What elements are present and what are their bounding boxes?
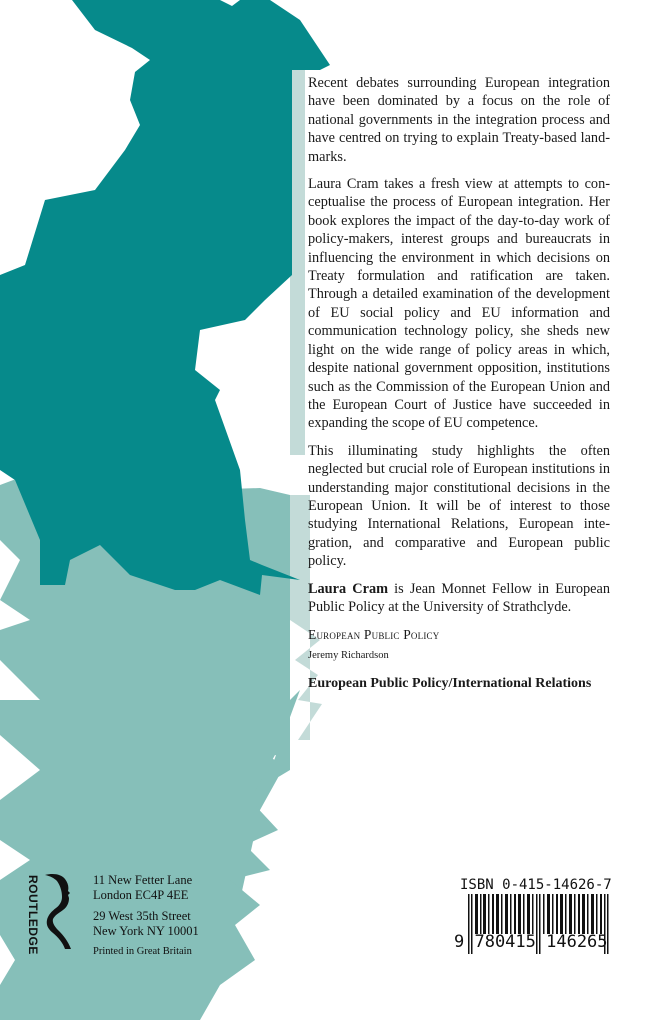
publisher-block [27, 873, 199, 959]
series-title: European Public Policy [308, 627, 440, 643]
author-bio [308, 580, 610, 617]
printed-in: Printed in Great Britain [93, 946, 192, 957]
author-name: Laura Cram [308, 580, 389, 597]
isbn-barcode [454, 874, 629, 964]
barcode-digits: 9 780415 146265 [454, 932, 608, 952]
publisher-address [93, 873, 199, 959]
subject-category: European Public Policy/International Relations [308, 676, 592, 692]
author-bio-text: is Jean Monnet Fellow in European Public Policy at the University of Strathclyde. [308, 580, 610, 615]
pale-panel-shape [290, 70, 305, 455]
address-uk-line-1: 11 New Fetter Lane [93, 873, 193, 887]
back-cover-blurb [308, 74, 610, 694]
address-uk-line-2: London EC4P 4EE [93, 888, 189, 902]
publisher-wordmark: ROUTLEDGE [26, 875, 40, 955]
blurb-paragraph-1: Recent debates surrounding European integration have been dominated by a focus on the role of national governments in the integration process and have centred on trying to explain Treaty-based land-marks. [308, 75, 610, 165]
address-us-line-1: 29 West 35th Street [93, 909, 191, 923]
series-editor: Jeremy Richardson [308, 649, 389, 661]
address-us-line-2: New York NY 10001 [93, 924, 199, 938]
isbn-label: ISBN 0-415-14626-7 [460, 877, 612, 893]
blurb-paragraph-2: Laura Cram takes a fresh view at attempts to conceptualise the process of European integration. Her book explores the impact of the day-to-day work of policy-makers, interest groups and bureaucrats in influencing the environment in which decisions on Treaty formulation and ratification are taken. Through a detailed examination of the development of EU social policy and EU information and communication technology policy, she sheds new light on the wide range of policy areas in which, despite national government opposition, institutions such as the Commission of the European Union and the European Court of Justice have succeeded in expanding the scope of EU competence. [308, 176, 610, 432]
routledge-logo-icon [43, 873, 79, 951]
blurb-paragraph-3: This illuminating study highlights the often neglected but crucial role of European institutions in understanding major constitutional decisions in the European Union. It will be of interest to those studying International Relations, European integration, and comparative and European public policy. [308, 442, 610, 570]
